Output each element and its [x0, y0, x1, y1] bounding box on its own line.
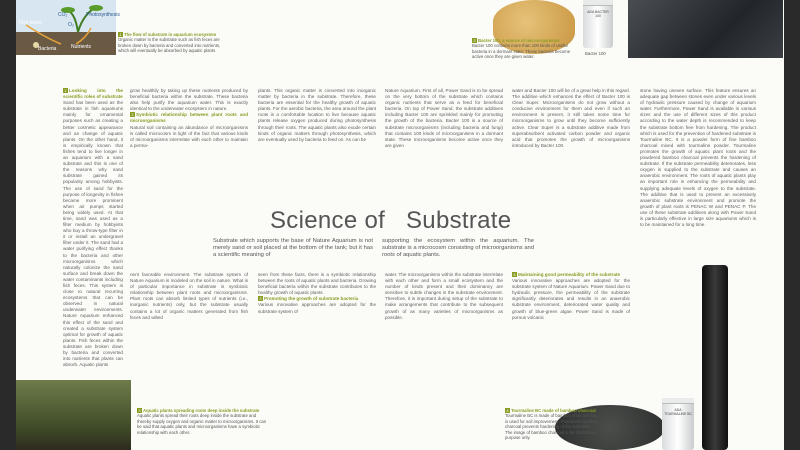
jar-label: ADA TOURMALINE BC [664, 408, 692, 417]
caption-text: Aquatic plants spread their roots deep inside the substrate and thereby supply oxygen and organic matter to microorganisms. It can be said that aquatic plants and microorganisms have a symbiotic relationship with each other. [137, 413, 267, 435]
caption-number: 3 [138, 408, 141, 413]
column-2-lower [130, 272, 248, 364]
bamboo-charcoal-image [702, 265, 728, 450]
page-title [270, 207, 511, 235]
paragraph: nent favorable environment. The substrate system of Nature Aquarium is modeled on the soil in nature. What is of particular importance in substrate is symbiotic relationship between plant roots and microorganisms. Plant roots can absorb limited types of nutrients (i.e., inorganic nutrients) only, but the substrate usually contains a lot of organic matters generated from fish feces and wilted [130, 272, 248, 320]
section-text: Sand has been used as the substrate in fish aquariums mainly for ornamental purposes such as creating a better cosmetic appearance and an change of aquatic plants. On the other hand, it is empirically known that fishes tend to live longer in an aquarium with a sand substrate and this is one of the reasons why sand substrate gained its popularity among hobbyists. The use of sand for the purpose of longevity in fishes became more prominent when air pumps started being widely used. At that time, sand was used as a filter medium by hobbyists who buy a throw-type filter in it or install an undergravel filter under it. The sand had a water purifying effect thanks to the bacteria and other microorganisms which naturally colonize the sand surface and break down the water contaminants including fish feces. This system is close to natural recurring ecosystems that can be observed in natural underwater environments. Nature Aquarium enhanced this effect of the sand and created a substrate system optimal for growth of aquatic plants. Fish feces within the substrate are broken down by bacteria and converted into nutrients that plants can absorb. Aquatic plants [63, 100, 123, 368]
diagram-illustration [16, 0, 116, 55]
column-3 [258, 88, 376, 200]
caption-number: 2 [473, 38, 476, 43]
column-1 [63, 88, 123, 380]
column-3-lower [258, 272, 376, 364]
caption-title: Tourmaline BC made of bamboo charcoal [511, 408, 596, 413]
diagram-label-o2: O₂ [68, 22, 74, 28]
paragraph: Nature Aquarium. First of all, Power Sand is to be spread on the very bottom of the substrate which contains organic nutrients that serve as a feed for beneficial bacteria. On top of Power Sand, the substrate additives including Bacter 100 are sprinkled mainly for promoting the growth of the bacteria. Bacter 100 is a source of substrate microorganisms (including bacteria and fungi) that contains 100 kinds of microorganisms in a dormant state. These microorganisms become active once they are given [385, 88, 503, 148]
section-number: 2 [131, 112, 134, 118]
section-heading: Maintaining good permeability of the substrate [518, 272, 621, 277]
diagram-label-co2: CO₂ [58, 12, 68, 18]
section-heading: Looking into the scientific roles of substrate [63, 88, 123, 100]
section-text: Natural soil containing an abundance of microorganisms is called microcosm in light of the fact that various kinds of microorganisms interrelate with each other to maintain a perma- [130, 124, 248, 148]
paragraph: water. The microorganisms within the substrate interrelate with each other and form a small ecosystem and the number of kinds present and their dominancy are sensitive to subtle changes in the substrate environment. Therefore, it is important during setup of the substrate to make arrangements that contribute to the subsequent growth of as many varieties of microorganisms as possible. [385, 272, 503, 320]
section-number: 4 [513, 272, 516, 277]
paragraph: stone having uneven surface. This feature ensures an adequate gap between stones even under various levels of hydraulic pressure caused by change of aquarium water. Furthermore, Power Sand is available in various sizes and the use of different sizes of this product according to the water depth is recommended to keep the substrate bottom free from hardening. The product which is used for the prevention of hardened substrate is Tourmaline BC. It is a powder form of fine bamboo charcoal mixed with tourmaline powder. Tourmaline promotes the growth of aquatic plant roots and the powdered bamboo charcoal prevents the hardening of substrate. If the substrate permeability deteriorates, less oxygen is supplied to the substrate and causes an anaerobic environment. The roots of aquatic plants play an important role in enhancing the permeability and supplying adequate levels of oxygen to the substrate. The additive that is used to prevent an excessively anaerobic substrate environment and promote the growth of plant roots is PENAC W and PENAC P. The use of these substrate additives along with Power Sand is particularly effective in large size aquariums which is to be maintained for a long time. [640, 88, 756, 228]
section-number: 1 [64, 88, 67, 93]
clear-super-image [628, 0, 783, 58]
caption-text: Tourmaline BC is made of bamboo charcoal that is used for soil improvement. Powdered bamboo charcoal prevents hardening of the substrate. [505, 413, 597, 430]
title-part-2: Substrate [405, 207, 512, 234]
caption-title: The flow of substrate in aquarium ecosystem [124, 32, 217, 37]
jar-label: ADA BACTER 100 [587, 10, 609, 19]
column-5-lower [512, 272, 630, 364]
column-4 [385, 88, 503, 200]
caption-bacter-100 [472, 38, 572, 60]
caption-tourmaline [505, 408, 597, 440]
bacter-100-jar [583, 0, 613, 48]
diagram-label-photosynthesis: Photosynthesis [86, 12, 120, 18]
product-name-bacter: Bacter 100 [585, 51, 606, 56]
column-2 [130, 88, 248, 200]
diagram-label-fish-feces: Fish feces [19, 20, 42, 26]
intro-right: supporting the ecosystem within the aquarium. The substrate is a microcosm consisting of microorganisms and roots of aquatic plants. [382, 238, 534, 259]
paragraph: plants. This organic matter is converted into inorganic matter by bacteria in the substrate. Therefore, these bacteria are essential for the healthy growth of aquatic plants. For the aerobic bacteria, the area around the plant roots is a comfortable location to live because aquatic plants release oxygen produced during photosynthesis through their roots. The aquatic plants also exude certain kinds of organic matters through photosynthesis, which are eventually used by bacteria to feed on. As can be [258, 88, 376, 142]
column-6 [640, 88, 756, 348]
section-text: Various innovative approaches are adopted for the substrate system of [258, 302, 376, 314]
caption-number: 4 [506, 408, 509, 413]
caption-text: Bacter 100 contains more than 100 kinds of useful bacteria in a dormant state. These bacteria become active once they are given water. [472, 43, 571, 60]
section-number: 3 [259, 296, 262, 302]
right-border [784, 0, 800, 450]
column-4-lower [385, 272, 503, 364]
substrate-flow-diagram [16, 0, 120, 55]
section-heading: Symbiotic relationship between plant roots and microorganisms [130, 112, 248, 124]
column-5 [512, 88, 630, 200]
intro-left: Substrate which supports the base of Nature Aquarium is not merely sand or soil placed at the bottom of the tank; but it has a scientific meaning of [213, 238, 373, 259]
paragraph: water and Bacter 100 will be of a great help in this regard. The additive which enhances the effect of Bacter 100 is Clear Super. Microorganisms do not grow without a conducive environment for them and even if such an environment is present, it still takes some time for microorganisms to grow until they become sufficiently active. Clear Super is a substrate additive made from superabsorbent activated carbon powder and organic acid that promotes the growth of microorganisms introduced by Bacter 100. [512, 88, 630, 148]
caption-text: Organic matter in the substrate such as fish feces are broken down by bacteria and converted into nutrients, which will eventually be absorbed by aquatic plants [118, 37, 221, 54]
diagram-label-nutrients: Nutrients [71, 44, 92, 50]
caption-title: Bacter 100, a source of microorganisms [478, 38, 560, 43]
paragraph: seen from these facts, there is a symbiotic relationship between the roots of aquatic plants and bacteria. Growing beneficial bacteria within the substrate contributes to the healthy growth of aquatic plants. [258, 272, 376, 296]
caption-number: 1 [119, 32, 122, 37]
title-part-1: Science of [270, 207, 386, 234]
diagram-label-bacteria: Bacteria [38, 46, 57, 52]
caption-plant-roots [137, 408, 267, 435]
paragraph: grow healthily by taking up these nutrients produced by beneficial bacteria within the substrate. These bacteria also help purify the aquarium water. This is exactly identical to the underwater ecosystem in nature. [130, 88, 248, 112]
tourmaline-bc-jar [662, 398, 694, 450]
caption-note: The image of bamboo charcoal is for illustration purpose only. [505, 429, 596, 441]
left-border [0, 0, 16, 450]
section-text: Various innovative approaches are adopted for the substrate system of Nature Aquarium. Power Sand due to hydraulic pressure, the permeability of the substrate significantly deteriorates and results in an anaerobic substrate environment, deteriorated water quality and growth of blue-green algae. Power Sand is made of porous volcanic [512, 278, 630, 320]
caption-title: Aquatic plants spreading roots deep inside the substrate [143, 408, 260, 413]
caption-substrate-flow [118, 32, 226, 54]
plant-roots-photo [16, 380, 131, 450]
section-heading: Promoting the growth of substrate bacteria [264, 296, 359, 302]
